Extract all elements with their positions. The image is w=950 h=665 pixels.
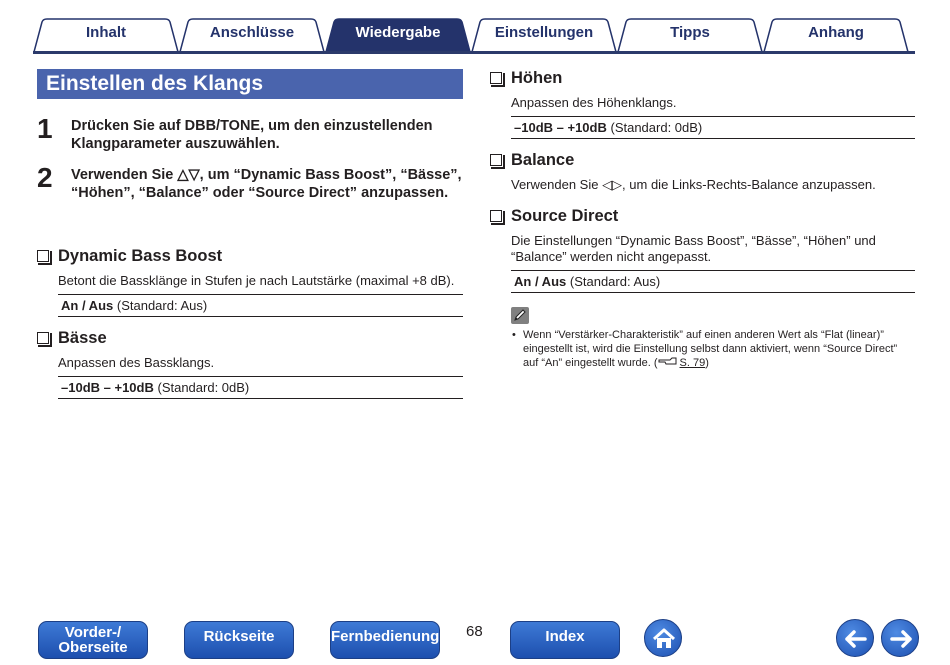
setting-range: An / Aus bbox=[61, 298, 114, 313]
section-heading bbox=[490, 68, 915, 88]
tab-label: Einstellungen bbox=[494, 24, 594, 41]
section-dynamic-bass-boost bbox=[37, 246, 463, 317]
section-heading bbox=[490, 150, 915, 170]
setting-range-row bbox=[511, 270, 915, 293]
setting-default: (Standard: 0dB) bbox=[157, 380, 250, 395]
page-number: 68 bbox=[466, 623, 483, 640]
note-text: Wenn “Verstärker-Charakteristik” auf einen anderen Wert als “Flat (linear)” eingestellt ist, wird die Einstellung selbst dann aktiviert, wenn “Source Direct” auf “An” eingestellt wurde. bbox=[523, 329, 898, 369]
checkbox-bullet-icon bbox=[490, 72, 502, 84]
tab-label: Anhang bbox=[808, 24, 864, 41]
section-baesse bbox=[37, 328, 463, 399]
hand-pointer-icon bbox=[658, 357, 680, 369]
section-hoehen bbox=[490, 68, 915, 139]
page-reference-link[interactable]: S. 79 bbox=[679, 357, 706, 369]
step-number: 2 bbox=[37, 162, 53, 193]
setting-default: (Standard: Aus) bbox=[569, 274, 661, 289]
section-heading-text: Balance bbox=[511, 150, 575, 169]
rear-view-button[interactable] bbox=[184, 621, 294, 659]
tab-einstellungen[interactable] bbox=[471, 18, 617, 52]
step-1 bbox=[37, 113, 463, 157]
remote-control-button[interactable] bbox=[330, 621, 440, 659]
checkbox-bullet-icon bbox=[490, 210, 502, 222]
tab-inhalt[interactable] bbox=[33, 18, 179, 52]
button-label: Rückseite bbox=[203, 628, 275, 645]
step-text: Verwenden Sie △▽, um “Dynamic Bass Boost”, “Bässe”, “Höhen”, “Balance” oder “Source Direct” anzupassen. bbox=[71, 167, 462, 201]
section-heading-text: Höhen bbox=[511, 68, 563, 87]
section-description: Verwenden Sie ◁▷, um die Links-Rechts-Balance anzupassen. bbox=[511, 177, 876, 192]
button-label: Fernbedienung bbox=[331, 628, 440, 645]
pencil-icon bbox=[511, 307, 529, 324]
section-heading-text: Source Direct bbox=[511, 206, 619, 225]
note-text-block bbox=[512, 328, 912, 370]
page-title: Einstellen des Klangs bbox=[46, 72, 264, 95]
button-label-line1: Vorder-/ bbox=[64, 624, 122, 641]
tab-anschluesse[interactable] bbox=[179, 18, 325, 52]
section-description: Anpassen des Höhenklangs. bbox=[511, 95, 677, 110]
tab-label: Inhalt bbox=[86, 24, 126, 41]
next-page-button[interactable] bbox=[881, 619, 919, 657]
checkbox-bullet-icon bbox=[37, 332, 49, 344]
ref-open: ( bbox=[653, 357, 658, 369]
checkbox-bullet-icon bbox=[490, 154, 502, 166]
ref-close: ) bbox=[705, 357, 709, 369]
section-description: Betont die Bassklänge in Stufen je nach Lautstärke (maximal +8 dB). bbox=[58, 273, 455, 288]
arrow-left-icon bbox=[837, 620, 875, 658]
step-number: 1 bbox=[37, 113, 53, 144]
setting-range-row bbox=[58, 376, 463, 399]
checkbox-bullet-icon bbox=[37, 250, 49, 262]
tab-anhang[interactable] bbox=[763, 18, 909, 52]
section-heading bbox=[490, 206, 915, 226]
bullet: • bbox=[512, 329, 516, 341]
tab-label: Wiedergabe bbox=[355, 24, 441, 41]
tab-label: Anschlüsse bbox=[209, 24, 295, 41]
previous-page-button[interactable] bbox=[836, 619, 874, 657]
tab-wiedergabe[interactable] bbox=[325, 18, 471, 52]
section-balance bbox=[490, 150, 915, 193]
tab-underline bbox=[33, 51, 915, 54]
section-description: Die Einstellungen “Dynamic Bass Boost”, “Bässe”, “Höhen” und “Balance” werden nicht angepasst. bbox=[511, 233, 876, 264]
button-label-line2: Oberseite bbox=[58, 639, 128, 656]
setting-range-row bbox=[511, 116, 915, 139]
top-tab-bar bbox=[33, 18, 915, 54]
section-description: Anpassen des Bassklangs. bbox=[58, 355, 215, 370]
arrow-right-icon bbox=[882, 620, 920, 658]
section-heading-text: Bässe bbox=[58, 328, 107, 347]
section-heading bbox=[37, 328, 463, 348]
step-text: Drücken Sie auf DBB/TONE, um den einzustellenden Klangparameter auszuwählen. bbox=[71, 118, 433, 152]
section-heading-text: Dynamic Bass Boost bbox=[58, 246, 223, 265]
setting-range: An / Aus bbox=[514, 274, 567, 289]
index-button[interactable] bbox=[510, 621, 620, 659]
setting-default: (Standard: Aus) bbox=[116, 298, 208, 313]
tab-label: Tipps bbox=[670, 24, 710, 41]
tab-tipps[interactable] bbox=[617, 18, 763, 52]
home-button[interactable] bbox=[644, 619, 682, 657]
section-heading bbox=[37, 246, 463, 266]
setting-range: –10dB – +10dB bbox=[514, 120, 607, 135]
step-2 bbox=[37, 162, 463, 222]
setting-range-row bbox=[58, 294, 463, 317]
button-label: Index bbox=[545, 628, 585, 645]
page-title-bar bbox=[37, 69, 463, 99]
home-icon bbox=[645, 620, 683, 658]
setting-default: (Standard: 0dB) bbox=[610, 120, 703, 135]
setting-range: –10dB – +10dB bbox=[61, 380, 154, 395]
section-source-direct bbox=[490, 206, 915, 293]
front-top-view-button[interactable] bbox=[38, 621, 148, 659]
